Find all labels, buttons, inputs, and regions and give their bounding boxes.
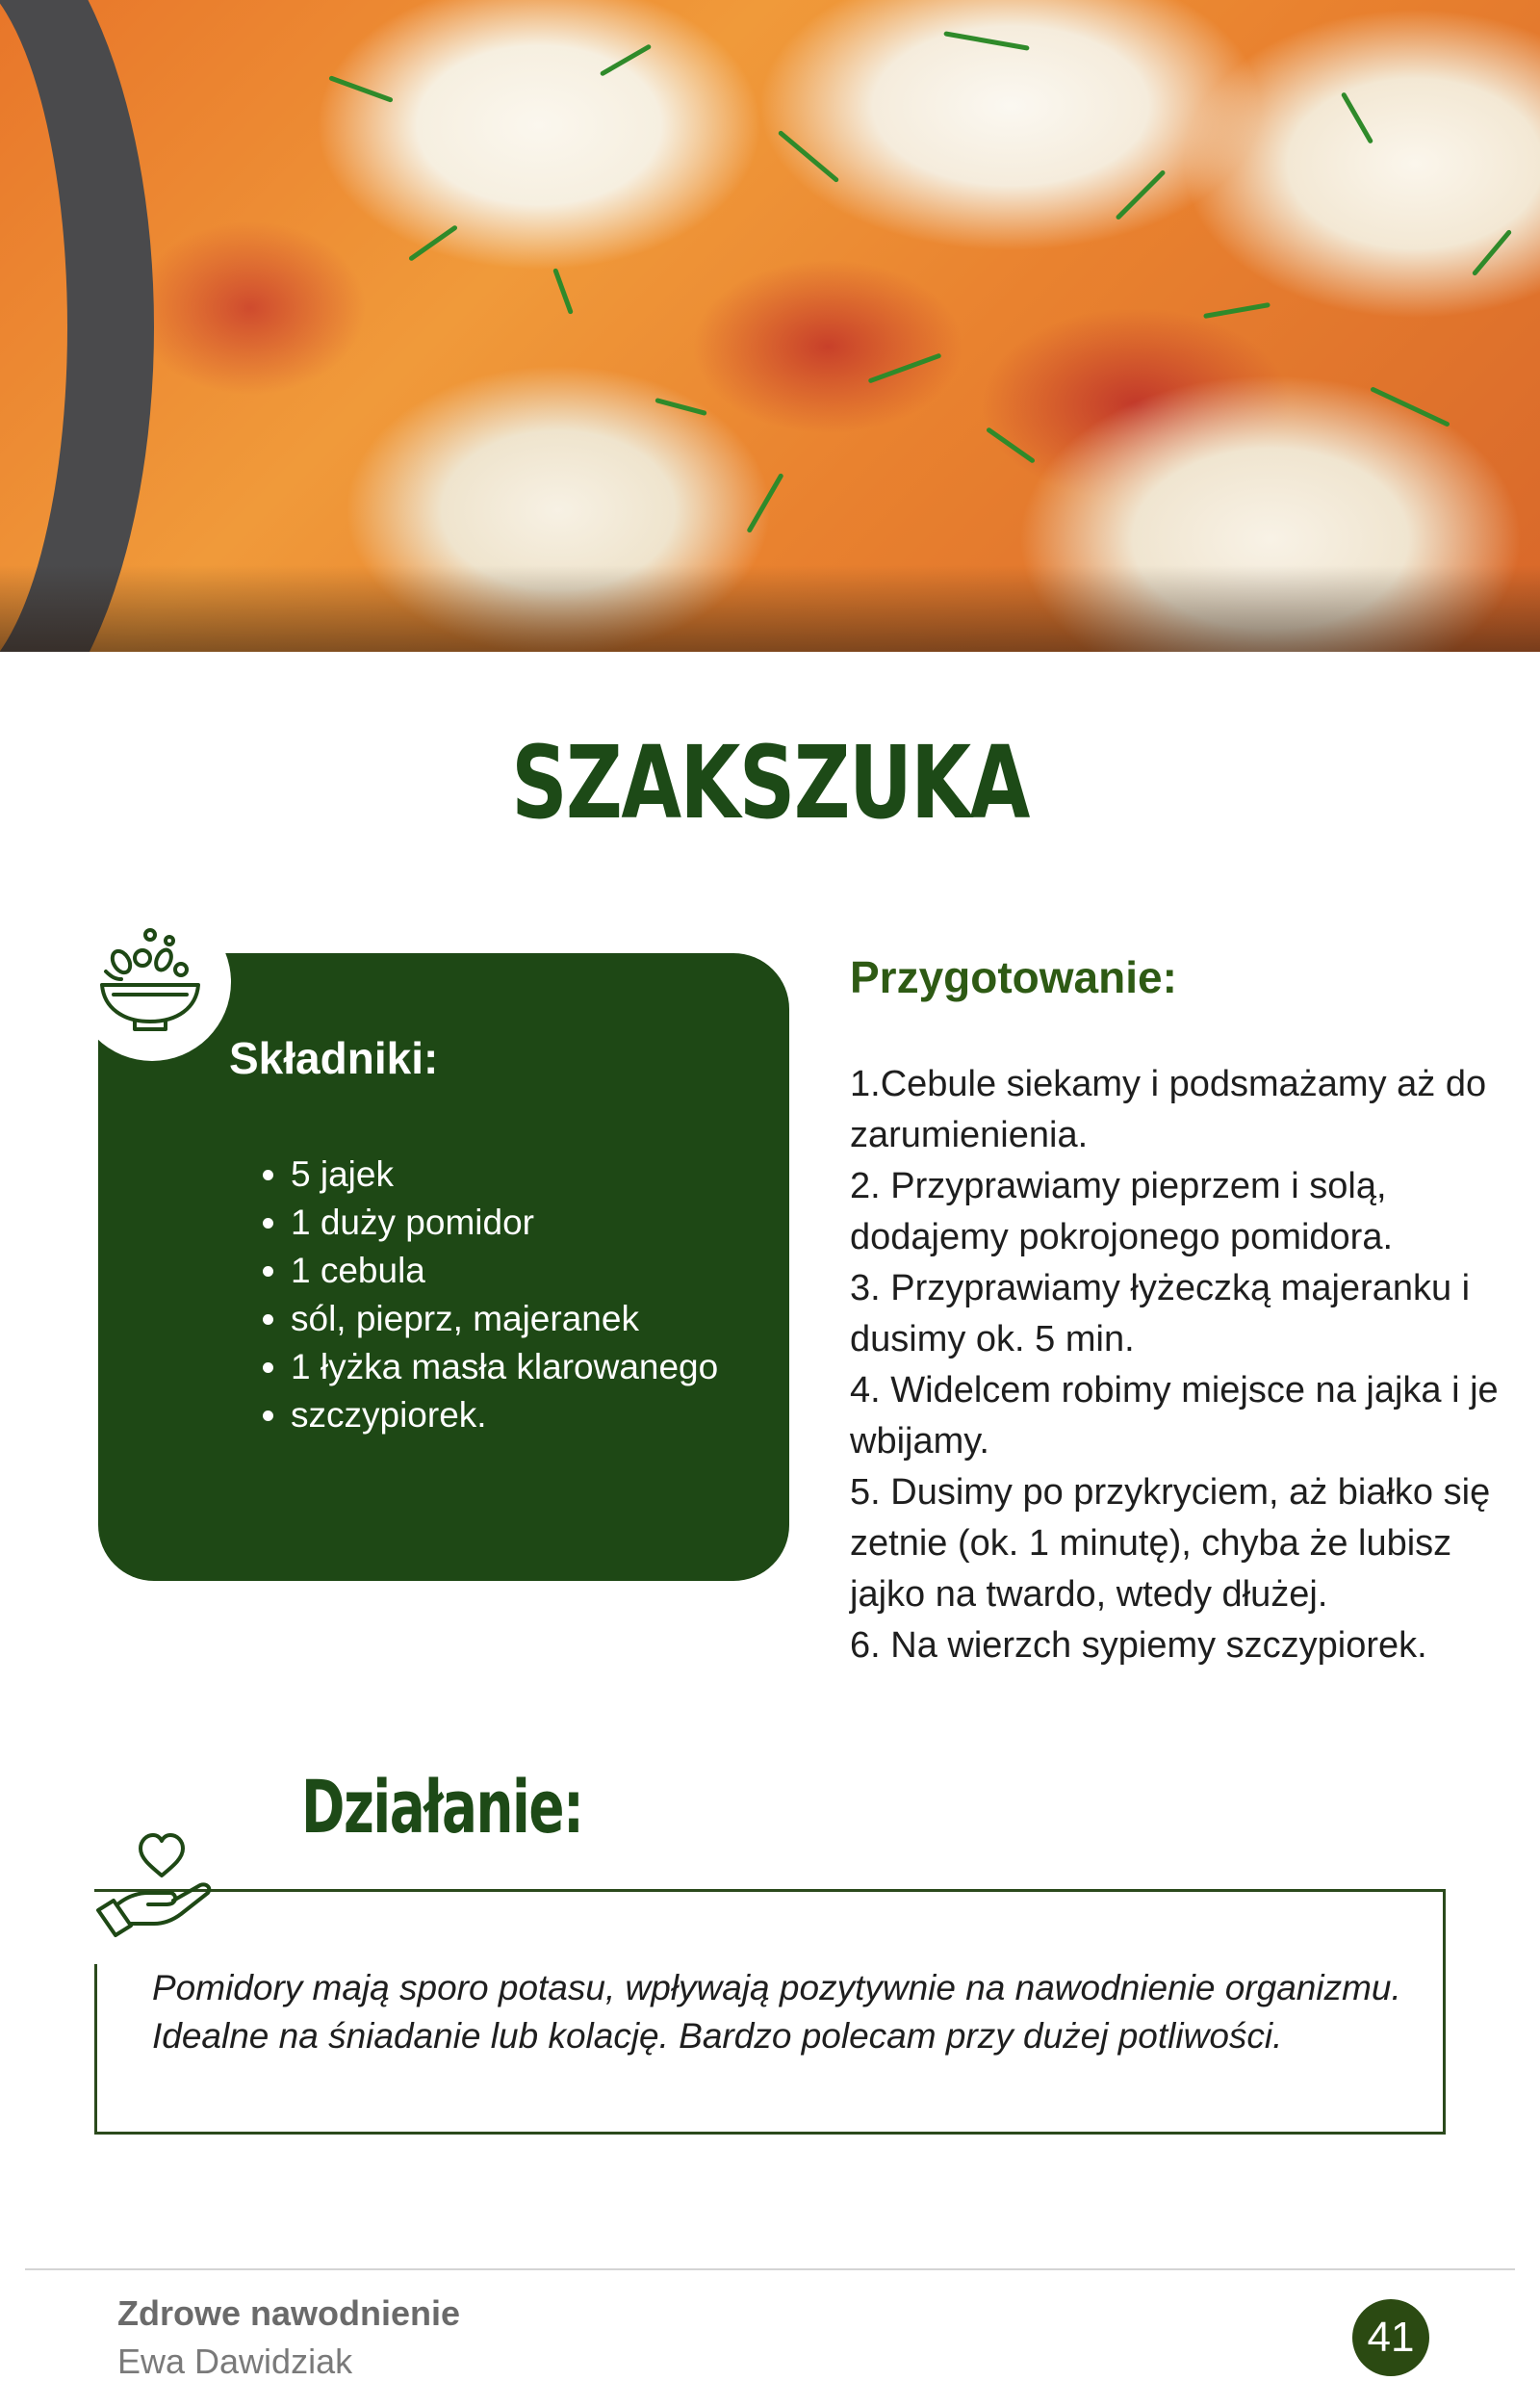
chive-garnish	[986, 427, 1036, 464]
action-frame-left	[94, 1964, 97, 2135]
hero-photo	[0, 0, 1540, 652]
footer-divider	[25, 2268, 1515, 2270]
chive-garnish	[1203, 302, 1270, 319]
ingredient-item: • 5 jajek	[291, 1151, 791, 1199]
chive-garnish	[328, 75, 393, 103]
preparation-heading: Przygotowanie:	[850, 952, 1177, 1002]
ingredient-item: • sól, pieprz, majeranek	[291, 1295, 791, 1343]
heart-hand-icon	[92, 1829, 219, 1945]
preparation-step: 2. Przyprawiamy pieprzem i solą, dodajemy pokrojonego pomidora.	[850, 1166, 1394, 1257]
preparation-step: 3. Przyprawiamy łyżeczką majeranku i dusimy ok. 5 min.	[850, 1268, 1471, 1359]
preparation-step: 5. Dusimy po przykryciem, aż białko się zetnie (ok. 1 minutę), chyba że lubisz jajko na twardo, wtedy dłużej.	[850, 1472, 1491, 1615]
footer-book-title: Zdrowe nawodnienie	[117, 2293, 461, 2333]
action-text: Pomidory mają sporo potasu, wpływają pozytywnie na nawodnienie organizmu. Idealne na śniadanie lub kolację. Bardzo polecam przy dużej potliwości.	[152, 1968, 1401, 2056]
footer-author: Ewa Dawidziak	[117, 2342, 353, 2381]
ingredient-item: • 1 cebula	[291, 1247, 791, 1295]
pan-rim	[0, 0, 154, 652]
chive-garnish	[1341, 91, 1373, 143]
chive-garnish	[1472, 229, 1512, 276]
chive-garnish	[1115, 169, 1166, 220]
recipe-title: SZAKSZUKA	[511, 724, 1029, 841]
salad-bowl-icon	[92, 919, 208, 1035]
chive-garnish	[868, 352, 942, 383]
chive-garnish	[1370, 386, 1450, 427]
page-number-badge: 41	[1352, 2299, 1429, 2376]
chive-garnish	[746, 473, 783, 533]
hero-shade	[0, 565, 1540, 652]
action-heading: Działanie:	[301, 1764, 583, 1850]
chive-garnish	[600, 43, 652, 76]
ingredients-list	[248, 1151, 791, 1439]
chive-garnish	[654, 398, 706, 416]
chive-garnish	[943, 31, 1030, 51]
preparation-step: 4. Widelcem robimy miejsce na jajka i je wbijamy.	[850, 1370, 1499, 1462]
preparation-step: 1.Cebule siekamy i podsmażamy aż do zarumienienia.	[850, 1064, 1487, 1155]
preparation-steps	[850, 1059, 1504, 1671]
chive-garnish	[552, 268, 574, 315]
preparation-step: 6. Na wierzch sypiemy szczypiorek.	[850, 1625, 1427, 1666]
chive-garnish	[408, 224, 458, 262]
ingredient-item: • 1 łyżka masła klarowanego	[291, 1343, 791, 1391]
ingredient-item: • 1 duży pomidor	[291, 1199, 791, 1247]
ingredients-heading: Składniki:	[229, 1033, 439, 1083]
ingredient-item: • szczypiorek.	[291, 1391, 791, 1439]
chive-garnish	[778, 130, 839, 183]
